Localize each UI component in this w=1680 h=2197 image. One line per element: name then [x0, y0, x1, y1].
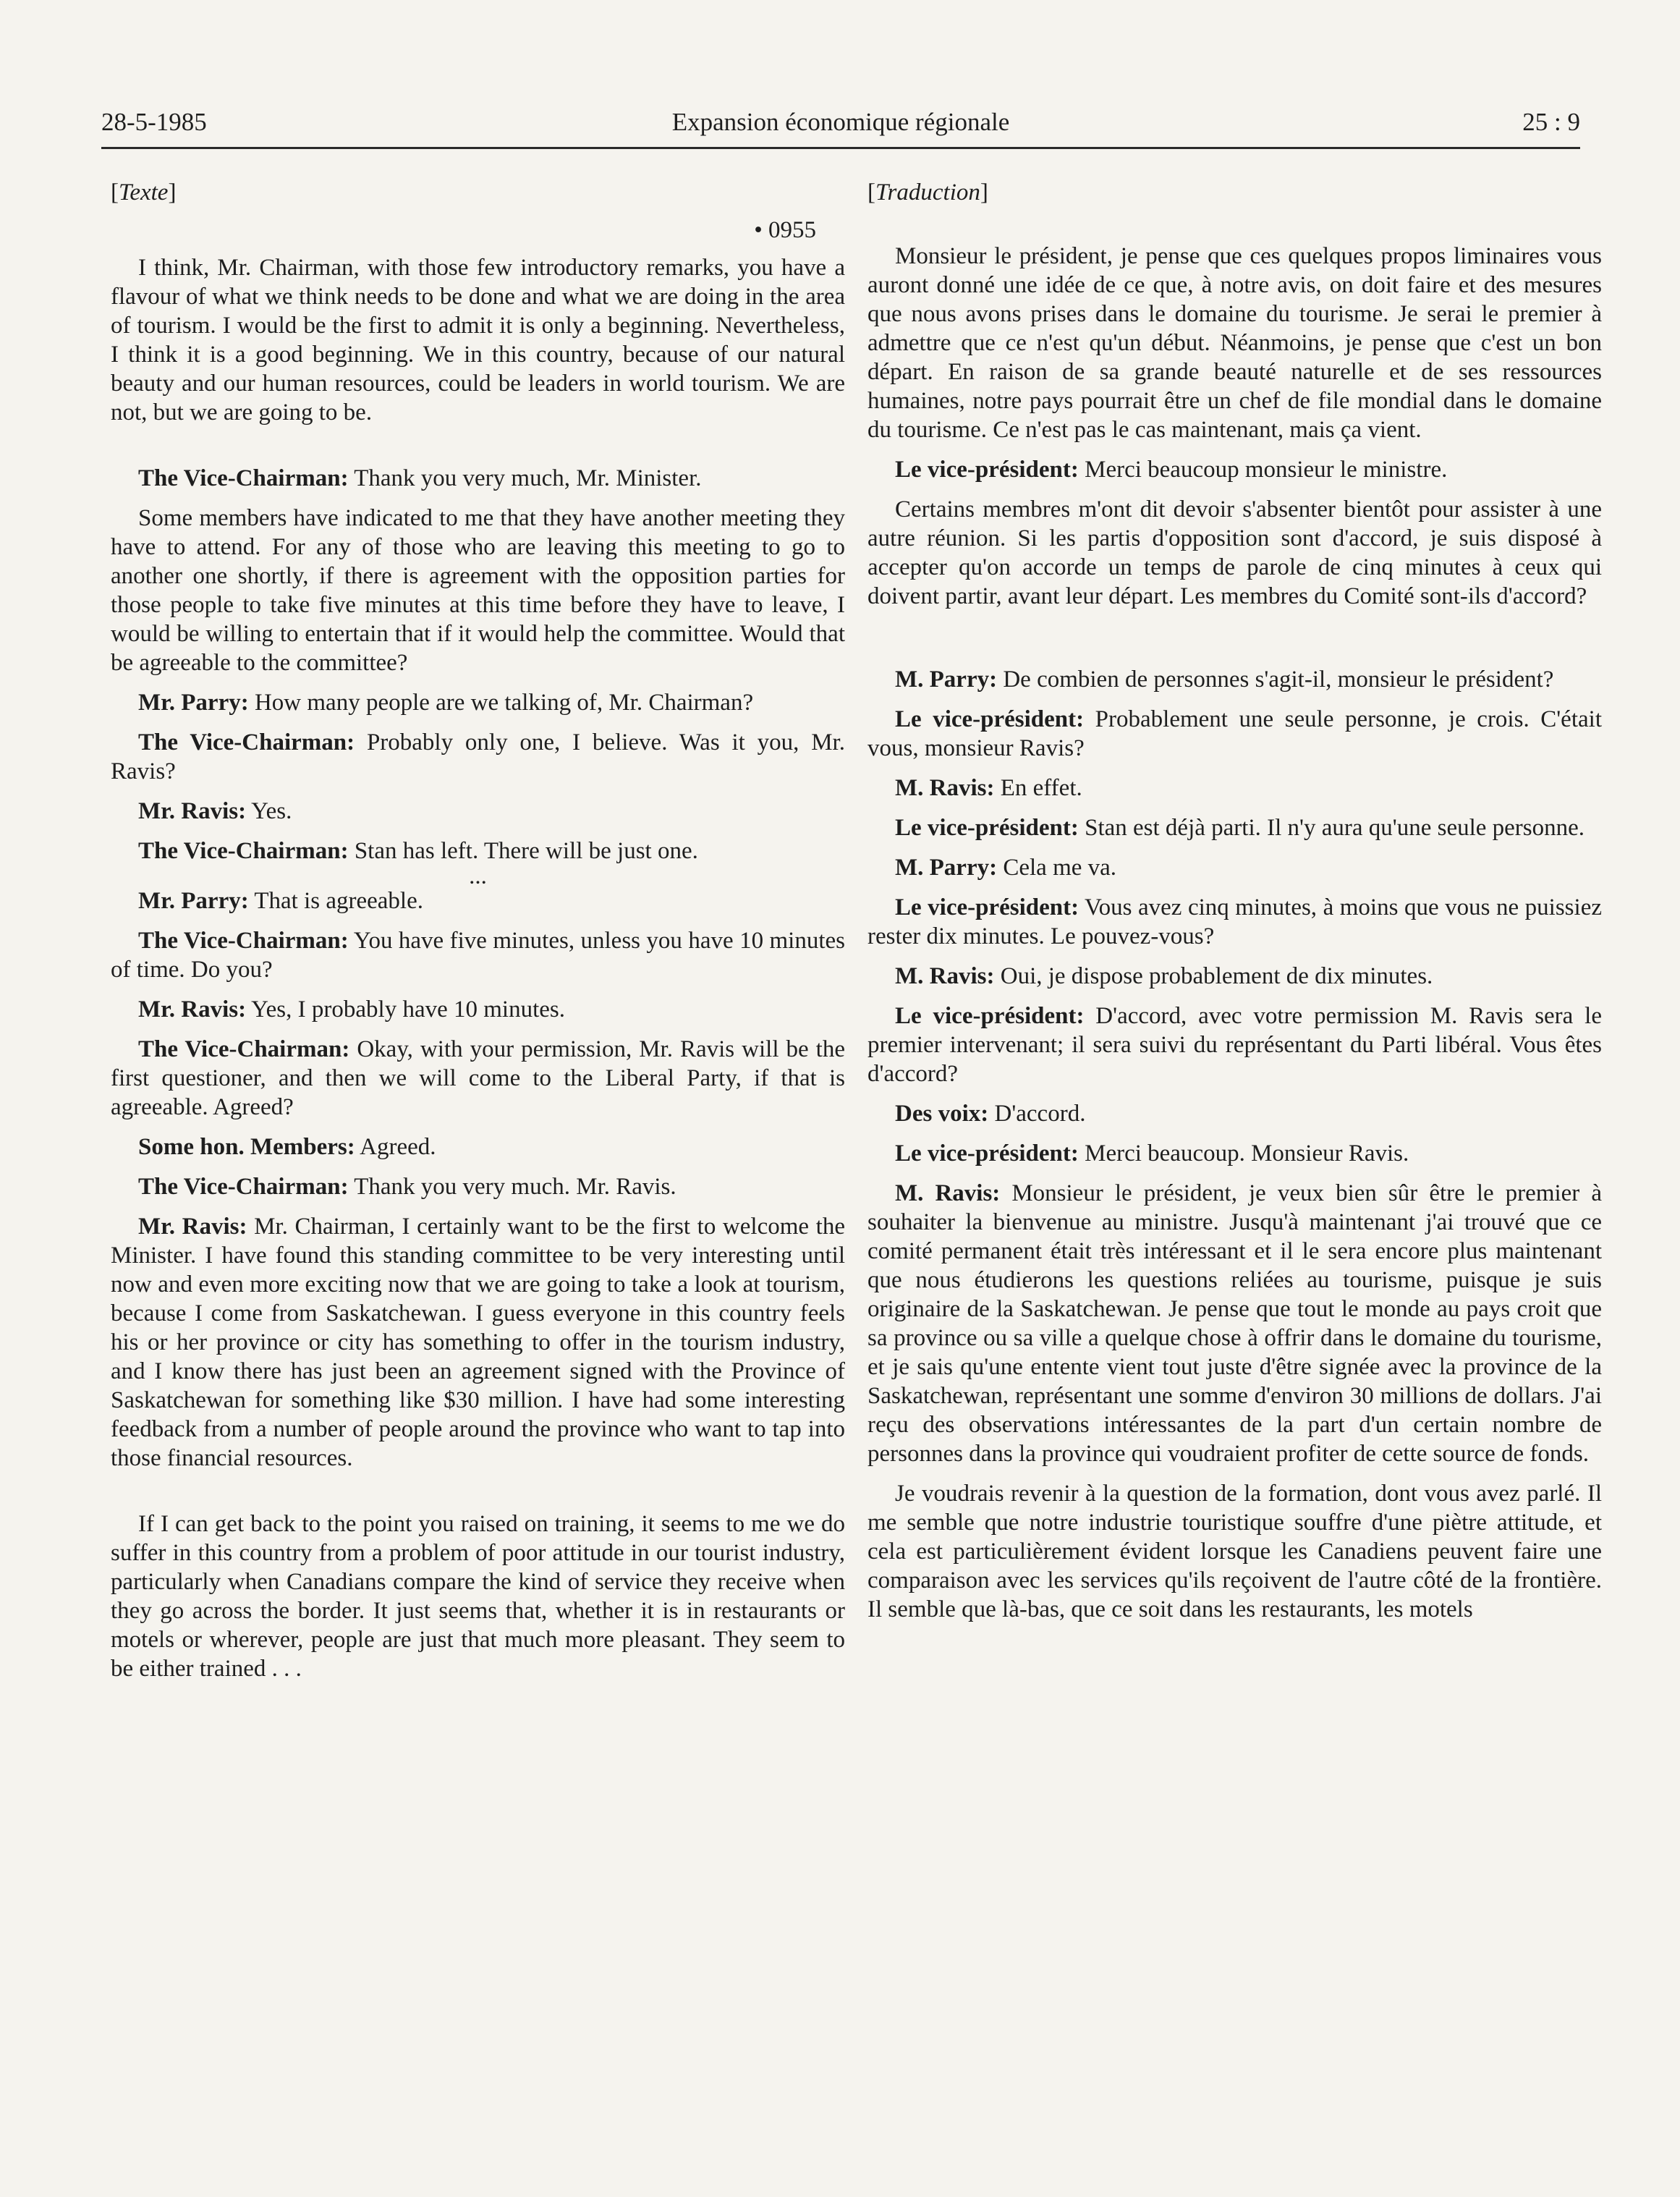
speaker-name: Le vice-président: [895, 457, 1079, 483]
speaker-name: M. Ravis: [895, 963, 995, 989]
speech-text: You have five minutes, unless you have 10 minutes of time. Do you? [111, 928, 845, 983]
speaker-name: Some hon. Members: [138, 1134, 355, 1160]
speech-text: Probablement une seule personne, je crois. C'était vous, monsieur Ravis? [867, 706, 1602, 761]
speech-text: Stan has left. There will be just one. [348, 838, 698, 864]
speech-entry [867, 665, 1602, 694]
speaker-name: The Vice-Chairman: [138, 729, 355, 755]
speech-entry [867, 1139, 1602, 1168]
speech-entry [867, 455, 1602, 484]
speaker-name: Le vice-président: [895, 1140, 1079, 1167]
speech-text: Thank you very much. Mr. Ravis. [348, 1174, 676, 1200]
paragraph: Monsieur le président, je pense que ces quelques propos liminaires vous auront donné une idée de ce que, à notre avis, on doit faire et des mesures que nous avons prises dans le domaine du tourisme. Je serai le premier à admettre que ce n'est qu'un début. Néanmoins, je pense que c'est un bon départ. En raison de sa grande beauté naturelle et de ses ressources humaines, notre pays pourrait être un chef de file mondial dans le domaine du tourisme. Ce n'est pas le cas maintenant, mais ça vient. [867, 243, 1602, 443]
speaker-name: Mr. Parry: [138, 690, 249, 716]
speech-entry [111, 728, 845, 786]
speech-text: Mr. Chairman, I certainly want to be the first to welcome the Minister. I have found this standing committee to be very interesting until now and even more exciting now that we are going to take a look at tourism, because I come from Saskatchewan. I guess everyone in this country feels his or her province or city has something to offer in the tourism industry, and I know there has just been an agreement signed with the Province of Saskatchewan for something like $30 million. I have had some interesting feedback from a number of people around the province who want to tap into those financial resources. [111, 1214, 845, 1471]
english-column [111, 178, 845, 1694]
speech-text: D'accord. [988, 1101, 1086, 1127]
speech-text: Oui, je dispose probablement de dix minutes. [994, 963, 1433, 989]
speaker-name: The Vice-Chairman: [138, 1174, 349, 1200]
speech-entry [867, 813, 1602, 842]
paragraph: If I can get back to the point you raised on training, it seems to me we do suffer in this country from a problem of poor attitude in our tourist industry, particularly when Canadians compare the kind of service they receive when they go across the border. It just seems that, whether it is in restaurants or motels or wherever, people are just that much more pleasant. They seem to be either trained . . . [111, 1511, 845, 1682]
speech-entry [111, 688, 845, 717]
speaker-name: Mr. Parry: [138, 888, 249, 914]
speech-entry [867, 893, 1602, 951]
speaker-name: The Vice-Chairman: [138, 1036, 350, 1062]
speaker-name: The Vice-Chairman: [138, 838, 349, 864]
speech-text: Cela me va. [997, 855, 1117, 881]
paragraph: Some members have indicated to me that they have another meeting they have to attend. For any of those who are leaving this meeting to go to another one shortly, if there is agreement with the opposition parties for those people to take five minutes at this time before they have to leave, I would be willing to entertain that if it would help the committee. Would that be agreeable to the committee? [111, 505, 845, 676]
speech-entry [867, 853, 1602, 882]
speech-text: De combien de personnes s'agit-il, monsieur le président? [997, 666, 1554, 693]
speech-entry [111, 886, 845, 915]
speech-entry [111, 797, 845, 826]
speech-entry [111, 926, 845, 984]
speaker-name: The Vice-Chairman: [138, 928, 349, 954]
speaker-name: Le vice-président: [895, 1003, 1085, 1029]
section-label-texte: [Texte] [111, 179, 177, 206]
speech-text: D'accord, avec votre permission M. Ravis sera le premier intervenant; il sera suivi du représentant du Parti libéral. Vous êtes d'accord? [867, 1003, 1602, 1087]
speech-entry [867, 1099, 1602, 1128]
speech-entry [111, 995, 845, 1024]
header-date: 28-5-1985 [101, 108, 207, 136]
french-column [867, 178, 1602, 1635]
header-page-number: 25 : 9 [1522, 108, 1580, 136]
header-title: Expansion économique régionale [671, 108, 1010, 136]
speech-entry [111, 837, 845, 865]
speech-entry [111, 1212, 845, 1473]
speech-text: Monsieur le président, je veux bien sûr être le premier à souhaiter la bienvenue au ministre. Jusqu'à maintenant j'ai trouvé que ce comité permanent était très intéressant et il le sera encore plus maintenant que nous étudierons les questions reliées au tourisme, puisque je suis originaire de la Saskatchewan. Je pense que tout le monde au pays croit que sa province ou sa ville a quelque chose à offrir dans le domaine du tourisme, et je sais qu'une entente vient tout juste d'être signée avec la province de la Saskatchewan, représentant une somme d'environ 30 millions de dollars. J'ai reçu des observations intéressantes de la part d'un certain nombre de personnes dans la province qui voudraient profiter de cette source de fonds. [867, 1180, 1602, 1467]
speaker-name: M. Ravis: [895, 1180, 1001, 1206]
speech-entry [867, 1002, 1602, 1088]
speaker-name: Mr. Ravis: [138, 798, 247, 824]
speech-text: Merci beaucoup monsieur le ministre. [1078, 457, 1448, 483]
speech-text: Agreed. [355, 1134, 436, 1160]
speaker-name: Mr. Ravis: [138, 996, 247, 1023]
speech-entry [111, 1172, 845, 1201]
speech-entry [111, 1133, 845, 1161]
time-marker: • 0955 [754, 217, 816, 243]
speech-text: Merci beaucoup. Monsieur Ravis. [1078, 1140, 1409, 1167]
speech-entry [111, 1035, 845, 1122]
speech-text: Okay, with your permission, Mr. Ravis will be the first questioner, and then we will come to the Liberal Party, if that is agreeable. Agreed? [111, 1036, 845, 1120]
speech-entry [867, 1179, 1602, 1468]
paragraph: Je voudrais revenir à la question de la formation, dont vous avez parlé. Il me semble que notre industrie touristique souffre d'une piètre attitude, et cela est particulièrement évident lorsque les Canadiens peuvent faire une comparaison avec les services qu'ils reçoivent de l'autre côté de la frontière. Il semble que là-bas, que ce soit dans les restaurants, les motels [867, 1481, 1602, 1622]
speech-text: Thank you very much, Mr. Minister. [348, 465, 702, 491]
speech-entry [867, 774, 1602, 803]
section-label-traduction: [Traduction] [867, 179, 988, 206]
speech-text: Yes, I probably have 10 minutes. [246, 996, 565, 1023]
speech-text: Probably only one, I believe. Was it you, Mr. Ravis? [111, 729, 845, 784]
speaker-name: Le vice-président: [895, 894, 1079, 920]
speech-text: Vous avez cinq minutes, à moins que vous ne puissiez rester dix minutes. Le pouvez-vous? [867, 894, 1602, 949]
speech-entry [111, 464, 845, 493]
speech-entry [867, 705, 1602, 763]
speech-text: En effet. [994, 775, 1082, 801]
speech-text: That is agreeable. [248, 888, 423, 914]
page-header [101, 105, 1580, 149]
speech-text: How many people are we talking of, Mr. Chairman? [248, 690, 754, 716]
paragraph: Certains membres m'ont dit devoir s'absenter bientôt pour assister à une autre réunion. Si les partis d'opposition sont d'accord, je suis disposé à accepter qu'on accorde un temps de parole de cinq minutes à ceux qui doivent partir, avant leur départ. Les membres du Comité sont-ils d'accord? [867, 496, 1602, 609]
speaker-name: The Vice-Chairman: [138, 465, 349, 491]
speech-entry [867, 962, 1602, 991]
speaker-name: M. Ravis: [895, 775, 995, 801]
paragraph: I think, Mr. Chairman, with those few introductory remarks, you have a flavour of what we think needs to be done and what we are doing in the area of tourism. I would be the first to admit it is only a beginning. Nevertheless, I think it is a good beginning. We in this country, because of our natural beauty and our human resources, could be leaders in world tourism. We are not, but we are going to be. [111, 255, 845, 426]
speaker-name: Le vice-président: [895, 815, 1079, 841]
speaker-name: Des voix: [895, 1101, 989, 1127]
speaker-name: Mr. Ravis: [138, 1214, 247, 1240]
speech-text: Stan est déjà parti. Il n'y aura qu'une seule personne. [1078, 815, 1585, 841]
ellipsis-separator: ... [469, 863, 487, 889]
speaker-name: M. Parry: [895, 855, 998, 881]
speaker-name: Le vice-président: [895, 706, 1085, 732]
speech-text: Yes. [246, 798, 292, 824]
speaker-name: M. Parry: [895, 666, 998, 693]
